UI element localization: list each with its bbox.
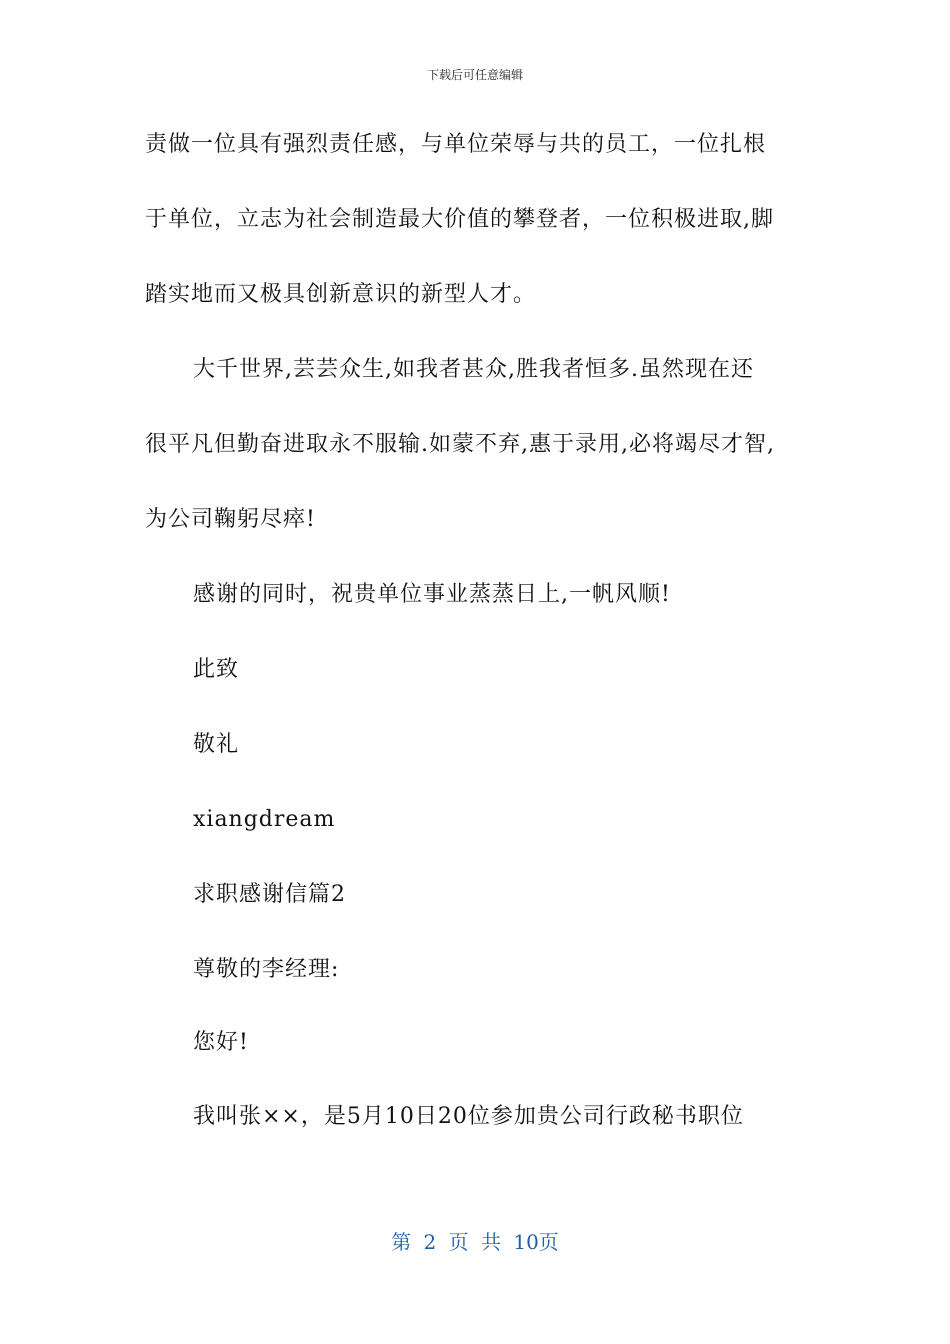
signature: xiangdream [193, 807, 336, 832]
letter-greeting: 尊敬的李经理: [193, 957, 340, 982]
body-line-14: 我叫张××，是5月10日20位参加贵公司行政秘书职位 [193, 1104, 744, 1129]
page-header: 下载后可任意编辑 [426, 68, 523, 82]
letter-hello: 您好! [193, 1030, 249, 1055]
body-line-5: 很平凡但勤奋进取永不服输.如蒙不弃,惠于录用,必将竭尽才智, [145, 432, 775, 457]
body-line-1: 责做一位具有强烈责任感，与单位荣辱与共的员工，一位扎根 [145, 132, 767, 157]
body-line-6: 为公司鞠躬尽瘁! [145, 507, 316, 532]
body-line-7: 感谢的同时，祝贵单位事业蒸蒸日上,一帆风顺! [193, 582, 671, 607]
body-line-4: 大千世界,芸芸众生,如我者甚众,胜我者恒多.虽然现在还 [193, 357, 754, 382]
page-number-footer: 第 2 页 共 10页 [391, 1230, 559, 1254]
closing-salutation: 此致 [193, 657, 240, 682]
body-line-2: 于单位，立志为社会制造最大价值的攀登者，一位积极进取,脚 [145, 207, 774, 232]
section-title: 求职感谢信篇2 [193, 882, 346, 907]
closing-regards: 敬礼 [193, 732, 240, 757]
body-line-3: 踏实地而又极具创新意识的新型人才。 [145, 282, 537, 307]
